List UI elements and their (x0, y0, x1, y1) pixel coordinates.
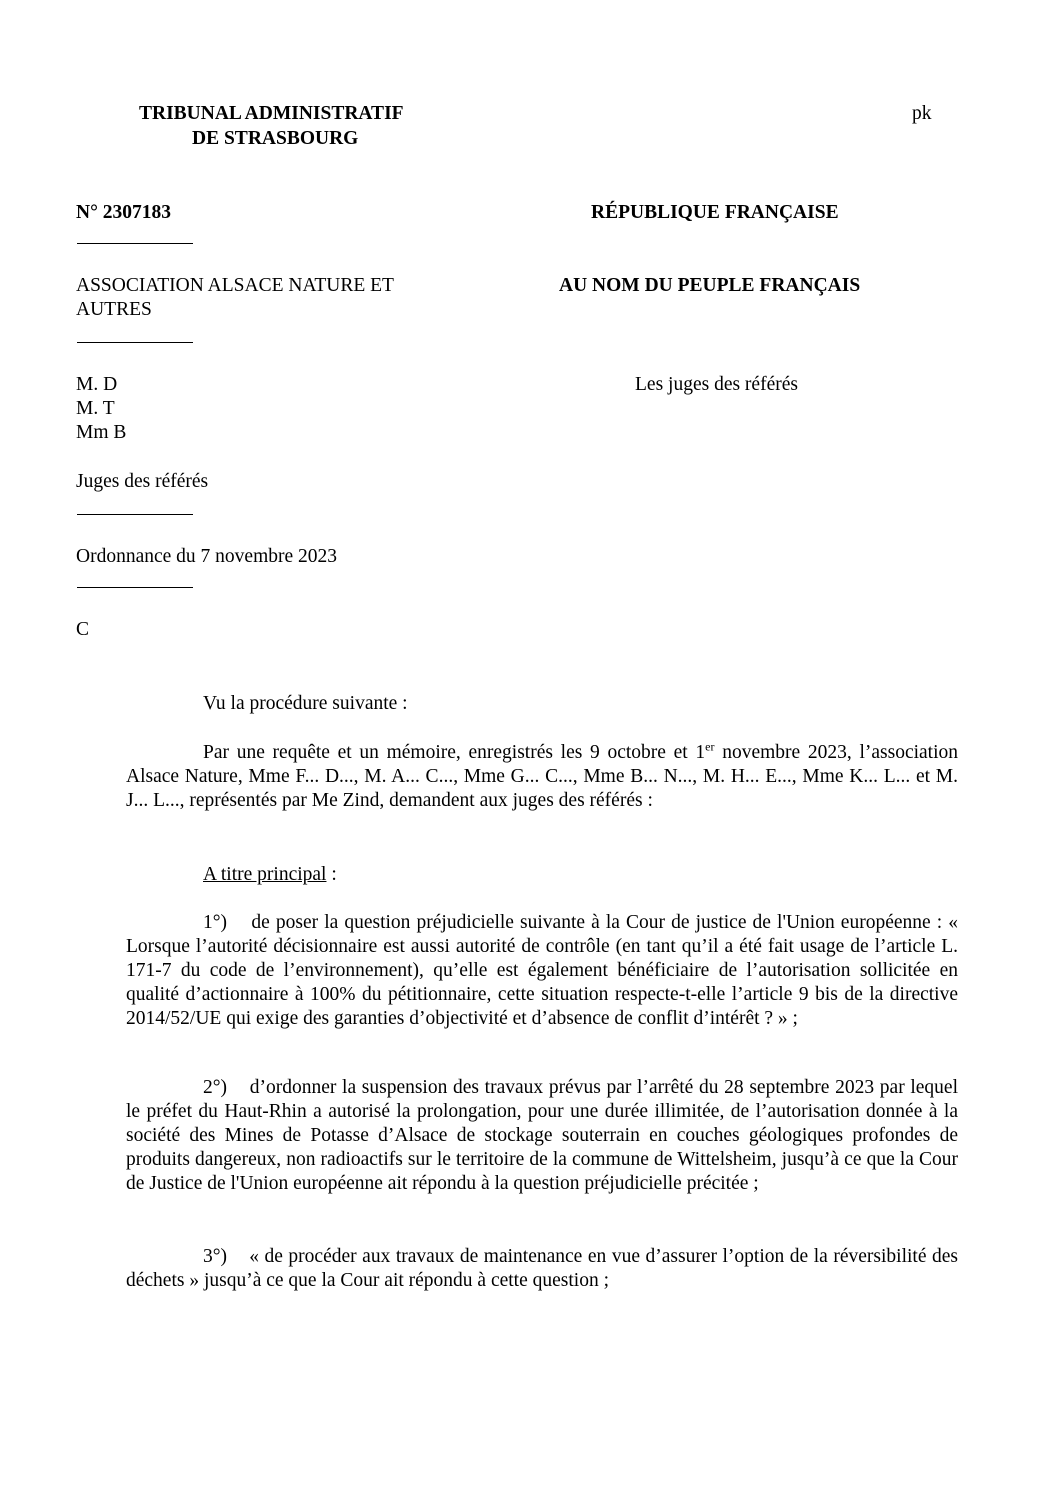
parties-line1: ASSOCIATION ALSACE NATURE ET (76, 275, 394, 296)
judge-name: M. T (76, 398, 115, 419)
separator-rule (77, 243, 193, 244)
item-text: d’ordonner la suspension des travaux prévus par l’arrêté du 28 septembre 2023 par lequel le préfet du Haut-Rhin a autorisé la prolongation, pour une durée illimitée, de l’autorisation donnée à la société des Mines de Potasse d’Alsace de stockage souterrain en couches géologiques profondes de produits dangereux, non radioactifs sur le territoire de la commune de Wittelsheim, jusqu’à ce que la Cour de Justice de l'Union européenne ait répondu à la question préjudicielle précitée ; (126, 1077, 959, 1194)
section-title-colon: : (326, 864, 337, 885)
initials: pk (912, 103, 932, 124)
judges-list (76, 373, 126, 445)
case-number: N° 2307183 (76, 202, 172, 223)
paragraph-requete (126, 741, 958, 813)
separator-rule (77, 342, 193, 343)
separator-rule (77, 514, 193, 515)
item-number: 2°) (203, 1077, 228, 1098)
intro-text: Vu la procédure suivante : (203, 693, 408, 714)
republic-heading: RÉPUBLIQUE FRANÇAISE (591, 202, 839, 223)
judge-name: Mm B (76, 422, 127, 443)
item-2 (126, 1076, 958, 1196)
section-title-text: A titre principal (203, 864, 327, 885)
separator-rule (77, 587, 193, 588)
parties-line2: AUTRES (76, 299, 152, 320)
paragraph-text: Par une requête et un mémoire, enregistrés les 9 octobre et 1 (203, 742, 706, 763)
peuple-heading: AU NOM DU PEUPLE FRANÇAIS (559, 275, 861, 296)
section-title (203, 863, 337, 887)
item-text: de poser la question préjudicielle suivante à la Cour de justice de l'Union européenne : « Lorsque l’autorité décisionnaire est aussi autorité de contrôle (en tant qu’il a été fait usage de l’article L. 171-7 du code de l’environnement), qu’elle est également bénéficiaire de l’autorisation sollicitée en qualité d’actionnaire à 100% du pétitionnaire, cette situation respecte-t-elle l’article 9 bis de la directive 2014/52/UE qui exige des garanties d’objectivité et d’absence de conflit d’intérêt ? » ; (126, 912, 959, 1029)
superscript: er (705, 739, 715, 754)
judge-name: M. D (76, 374, 118, 395)
item-number: 3°) (203, 1246, 228, 1267)
item-3 (126, 1245, 958, 1293)
juges-title-right: Les juges des référés (635, 374, 798, 395)
juges-label: Juges des référés (76, 471, 209, 492)
item-1 (126, 911, 958, 1031)
tribunal-name-line2: DE STRASBOURG (192, 128, 359, 149)
paragraph-text: novembre 2023, l’association Alsace Nature, Mme F... D..., M. A... C..., Mme G... C..., Mme B... N..., M. H... E..., Mme K... L... et M. J... L..., représentés par Me Zind, demandent aux juges des référés : (126, 742, 959, 811)
item-text: « de procéder aux travaux de maintenance en vue d’assurer l’option de la réversibilité des déchets » jusqu’à ce que la Cour ait répondu à cette question ; (126, 1246, 959, 1291)
tribunal-name-line1: TRIBUNAL ADMINISTRATIF (139, 103, 404, 124)
classification-code: C (76, 619, 90, 640)
item-number: 1°) (203, 912, 228, 933)
ordonnance-date: Ordonnance du 7 novembre 2023 (76, 546, 338, 567)
